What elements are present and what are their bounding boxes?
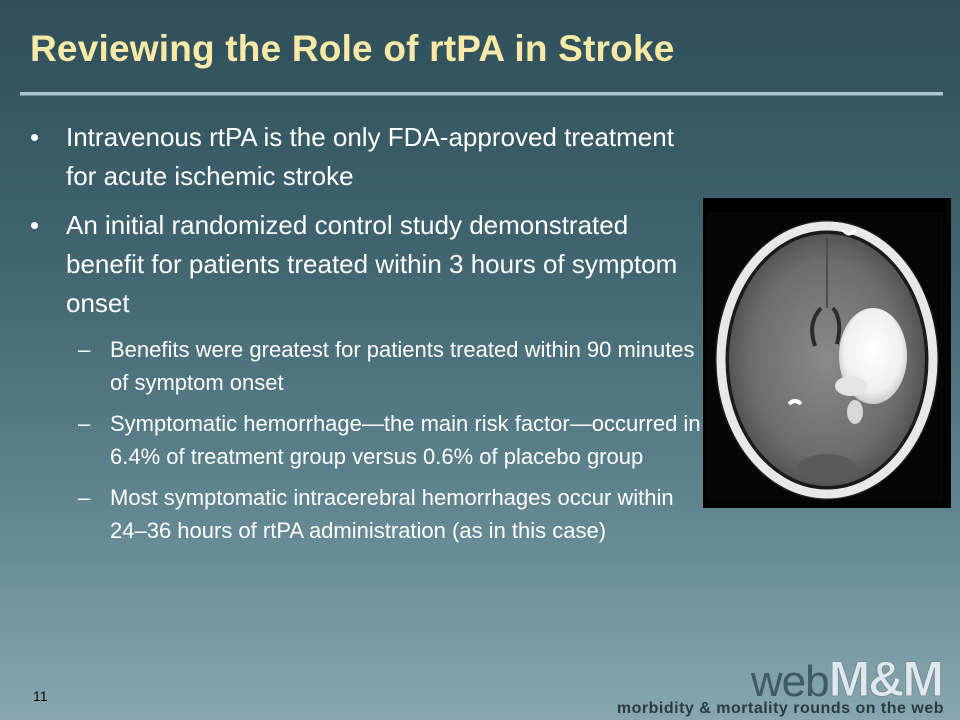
subbullet-item [28,481,708,547]
subbullet-marker: – [78,485,91,510]
logo-web-text: web [750,657,829,706]
ct-scan-image [703,198,951,508]
bullet-item [28,206,708,323]
logo-tagline: morbidity & mortality rounds on the web [616,700,944,717]
bullet-item [28,118,708,196]
subbullet-item [28,407,708,473]
subbullet-item [28,333,708,399]
subbullet-marker: – [78,337,91,362]
bullet-text: Intravenous rtPA is the only FDA-approved treatment for acute ischemic stroke [66,122,674,191]
bullet-marker: • [30,210,40,240]
bullet-text: An initial randomized control study demonstrated benefit for patients treated within 3 hours of symptom onset [66,210,678,318]
ct-scan-graphic [703,198,951,508]
bullet-list [28,118,708,555]
subbullet-text: Symptomatic hemorrhage—the main risk factor—occurred in 6.4% of treatment group versus 0.6% of placebo group [110,411,701,469]
slide-number: 11 [33,688,48,704]
subbullet-marker: – [78,411,91,436]
webmm-logo [612,650,952,716]
bullet-marker: • [30,122,40,152]
slide-title: Reviewing the Role of rtPA in Stroke [30,28,675,69]
subbullet-text: Benefits were greatest for patients treated within 90 minutes of symptom onset [110,337,695,395]
title-divider [20,92,943,96]
logo-mm-text: M&M [828,651,942,707]
subbullet-text: Most symptomatic intracerebral hemorrhages occur within 24–36 hours of rtPA administration (as in this case) [110,485,674,543]
